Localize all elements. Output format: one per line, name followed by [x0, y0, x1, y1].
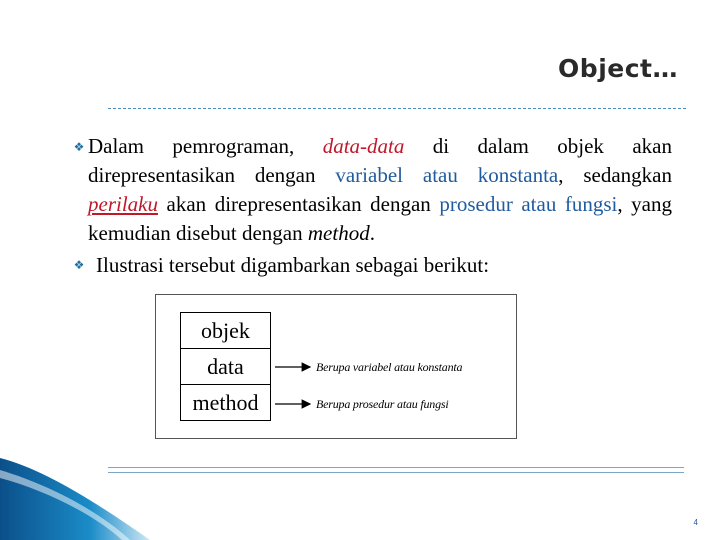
bullet-icon: ❖ [73, 140, 85, 154]
description-data: Berupa variabel atau konstanta [316, 360, 463, 374]
text-segment: Dalam pemrograman, [88, 134, 323, 158]
footer-rule-bottom [108, 472, 684, 473]
slide-title: Object… [558, 54, 678, 83]
text-segment-variabel: variabel atau [335, 163, 458, 187]
text-segment-prosedur: prosedur atau fungsi [439, 192, 618, 216]
text-segment: akan direpresentasikan dengan [157, 192, 440, 216]
object-row-method: method [192, 390, 259, 415]
text-segment-method: method [307, 221, 370, 245]
object-row-data: data [181, 349, 270, 385]
bullet-icon: ❖ [73, 258, 85, 272]
footer-rule-top [108, 467, 684, 468]
text-segment-data-data: data-data [322, 134, 405, 158]
text-segment: , yang kemudian disebut dengan [88, 192, 672, 245]
text-segment-perilaku: perilaku [88, 192, 158, 216]
text-segment: di dalam objek akan direpresentasikan dengan [88, 134, 672, 187]
text-segment-konstanta: konstanta [477, 163, 559, 187]
description-method: Berupa prosedur atau fungsi [316, 397, 449, 411]
text-segment: . [369, 221, 375, 245]
text-segment: Ilustrasi tersebut digambarkan sebagai berikut: [96, 253, 490, 277]
object-box [180, 312, 271, 421]
page-number: 4 [693, 518, 698, 527]
text-segment: , sedangkan [558, 163, 673, 187]
bullet-paragraph-1 [88, 132, 672, 248]
text-segment [458, 163, 478, 187]
object-header: objek [181, 313, 270, 349]
bullet-paragraph-2 [96, 251, 489, 280]
title-divider [108, 108, 686, 109]
